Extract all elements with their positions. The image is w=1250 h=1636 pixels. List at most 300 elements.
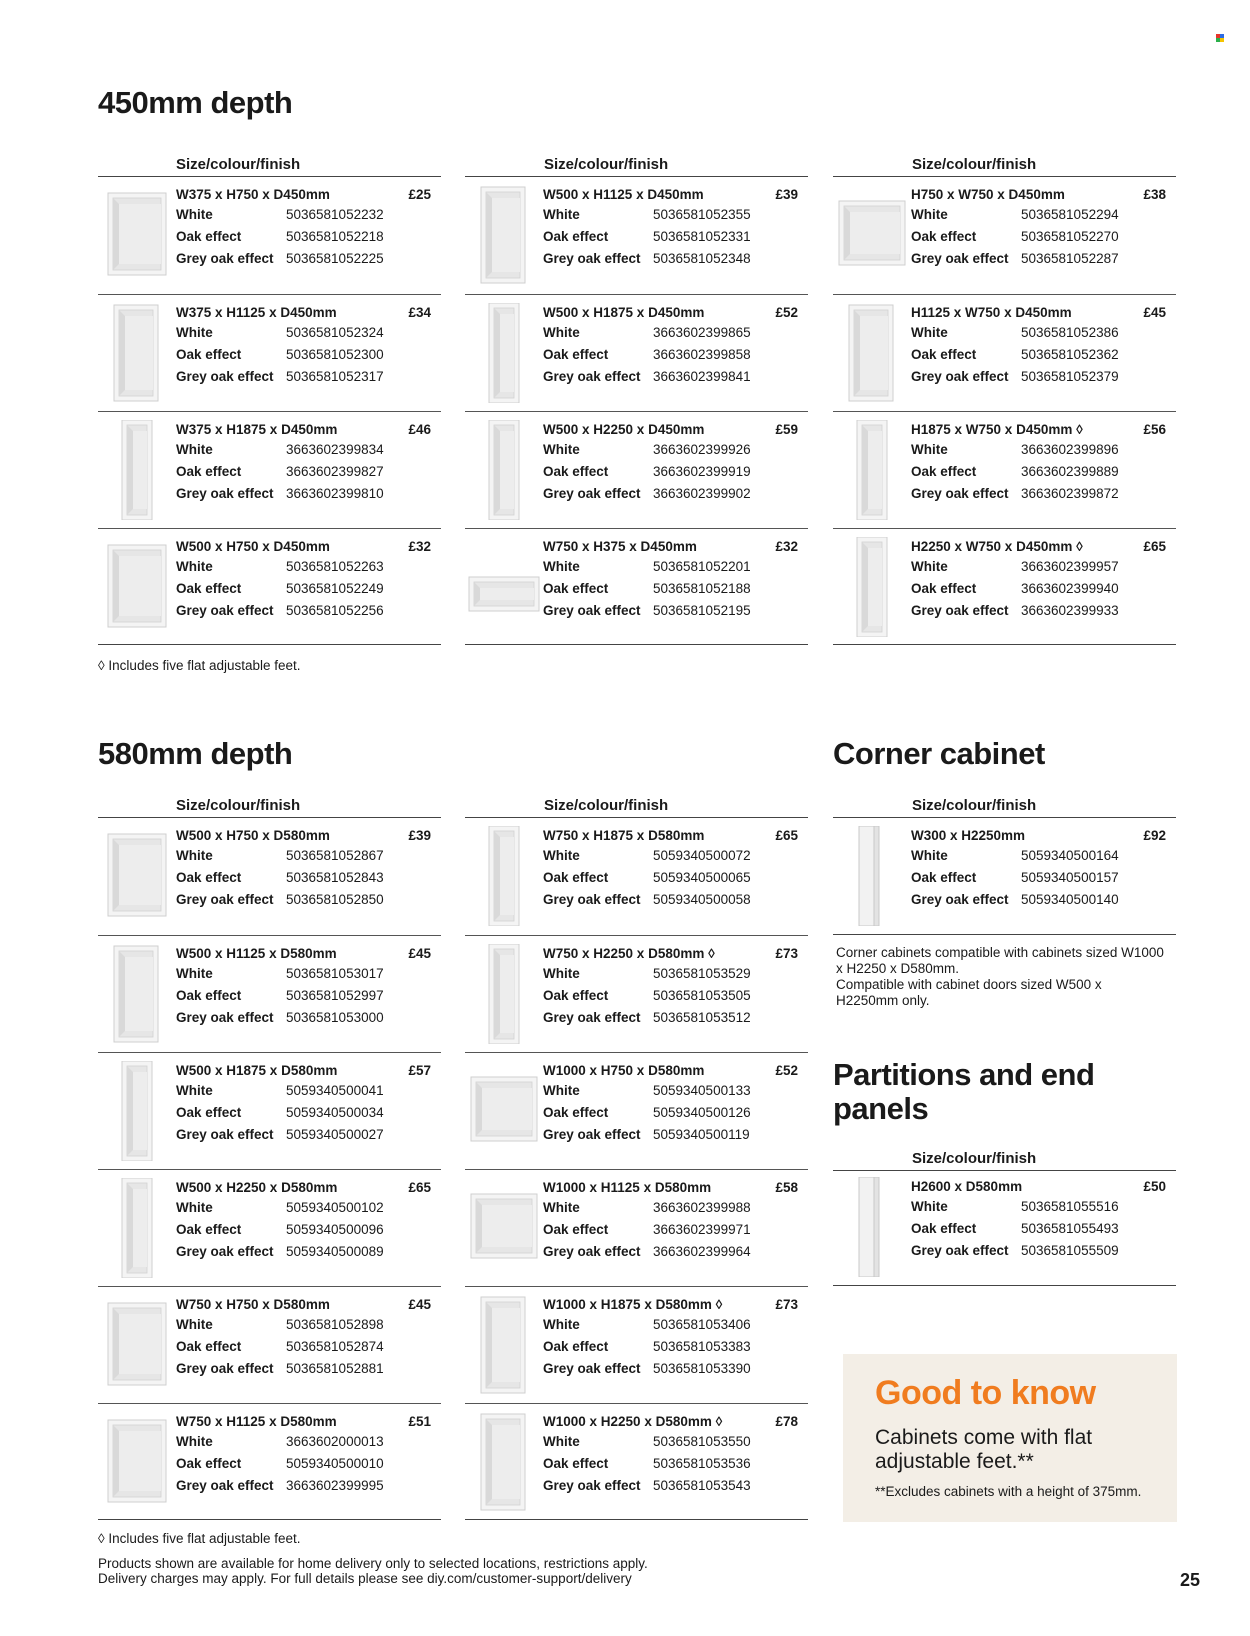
finish-row <box>176 439 441 460</box>
product-code: 5059340500072 <box>653 848 751 863</box>
finish-row <box>176 1007 441 1028</box>
product-price: £45 <box>408 1297 431 1312</box>
finish-row <box>911 578 1176 599</box>
product-size: W750 x H1125 x D580mm <box>176 1414 337 1429</box>
product-code: 5036581055509 <box>1021 1243 1119 1258</box>
product-code: 3663602399872 <box>1021 486 1119 501</box>
cabinet-illustration <box>98 303 176 403</box>
product-code: 3663602399933 <box>1021 603 1119 618</box>
finish-row <box>176 845 441 866</box>
finish-row <box>176 248 441 269</box>
finish-row <box>176 1336 441 1357</box>
product-code: 5036581053550 <box>653 1434 751 1449</box>
product-code: 5059340500119 <box>653 1127 750 1142</box>
finish-row <box>543 600 808 621</box>
product-info <box>543 1063 808 1145</box>
finish-name: Oak effect <box>911 464 977 479</box>
product-size: W500 x H1875 x D580mm <box>176 1063 338 1078</box>
product-price: £56 <box>1143 422 1166 437</box>
product-code: 3663602399834 <box>286 442 384 457</box>
finish-name: Oak effect <box>176 1105 242 1120</box>
corner-notes <box>836 945 1166 1009</box>
product-code: 5036581052850 <box>286 892 384 907</box>
product-size: W500 x H750 x D580mm <box>176 828 330 843</box>
finish-row <box>911 461 1176 482</box>
finish-row <box>543 322 808 343</box>
product-item <box>833 528 1176 645</box>
column-gap <box>441 1403 465 1520</box>
product-size: W750 x H750 x D580mm <box>176 1297 330 1312</box>
product-price: £46 <box>408 422 431 437</box>
product-item <box>98 818 441 935</box>
finish-name: Grey oak effect <box>543 1010 641 1025</box>
product-code: 5036581052195 <box>653 603 751 618</box>
finish-row <box>543 366 808 387</box>
product-code: 3663602399810 <box>286 486 384 501</box>
finish-name: Grey oak effect <box>911 892 1009 907</box>
product-code: 5036581052225 <box>286 251 384 266</box>
finish-name: Grey oak effect <box>176 1127 274 1142</box>
product-info <box>543 1297 808 1379</box>
finish-row <box>176 322 441 343</box>
product-info <box>911 828 1176 910</box>
column-gap <box>808 935 833 1052</box>
finish-name: Grey oak effect <box>176 1361 274 1376</box>
product-code: 5036581052331 <box>653 229 751 244</box>
product-size: W1000 x H1125 x D580mm <box>543 1180 712 1195</box>
cabinet-illustration <box>465 420 543 520</box>
product-info <box>911 1179 1176 1261</box>
cabinet-illustration <box>98 1178 176 1278</box>
finish-name: Oak effect <box>543 347 609 362</box>
product-code: 5036581053406 <box>653 1317 751 1332</box>
product-item <box>833 294 1176 411</box>
cabinet-illustration <box>833 537 911 637</box>
product-price: £58 <box>775 1180 798 1195</box>
finish-row <box>911 204 1176 225</box>
finish-name: Oak effect <box>176 347 242 362</box>
corner-note: Corner cabinets compatible with cabinets sized W1000 x H2250 x D580mm. <box>836 945 1164 976</box>
finish-name: Oak effect <box>176 988 242 1003</box>
finish-row <box>176 483 441 504</box>
cabinet-illustration <box>833 185 911 285</box>
product-code: 5036581052362 <box>1021 347 1119 362</box>
finish-name: White <box>911 559 948 574</box>
finish-name: Grey oak effect <box>543 1478 641 1493</box>
finish-name: White <box>176 442 213 457</box>
finish-row <box>543 985 808 1006</box>
finish-name: Oak effect <box>543 581 609 596</box>
finish-row <box>911 322 1176 343</box>
finish-name: White <box>911 848 948 863</box>
product-info <box>176 828 441 910</box>
finish-row <box>543 1475 808 1496</box>
product-size: W750 x H2250 x D580mm ◊ <box>543 946 715 961</box>
product-price: £59 <box>775 422 798 437</box>
product-code: 5036581052881 <box>286 1361 384 1376</box>
finish-row <box>543 889 808 910</box>
product-item <box>465 411 808 528</box>
finish-row <box>543 1197 808 1218</box>
product-price: £65 <box>408 1180 431 1195</box>
cabinet-illustration <box>465 1061 543 1161</box>
product-info <box>543 828 808 910</box>
column-gap <box>808 528 833 645</box>
cabinet-illustration <box>465 537 543 637</box>
page-number: 25 <box>1180 1570 1201 1590</box>
product-code: 5059340500096 <box>286 1222 384 1237</box>
finish-row <box>176 1358 441 1379</box>
good-to-know-title: Good to know <box>875 1374 1096 1412</box>
finish-row <box>911 556 1176 577</box>
finish-name: Grey oak effect <box>543 892 641 907</box>
product-size: W500 x H2250 x D450mm <box>543 422 705 437</box>
cabinet-illustration <box>465 944 543 1044</box>
product-item <box>465 1286 808 1403</box>
product-code: 5036581052379 <box>1021 369 1119 384</box>
finish-row <box>543 845 808 866</box>
cabinet-illustration <box>465 826 543 926</box>
finish-row <box>176 1314 441 1335</box>
product-code: 5036581052324 <box>286 325 384 340</box>
product-size: W375 x H1875 x D450mm <box>176 422 338 437</box>
finish-row <box>543 461 808 482</box>
finish-row <box>176 600 441 621</box>
product-item <box>98 294 441 411</box>
product-size: W1000 x H2250 x D580mm ◊ <box>543 1414 723 1429</box>
cabinet-illustration <box>465 185 543 285</box>
cabinet-illustration <box>465 303 543 403</box>
finish-name: Oak effect <box>176 229 242 244</box>
finish-row <box>176 1453 441 1474</box>
column-gap <box>808 1052 833 1169</box>
finish-name: Grey oak effect <box>176 486 274 501</box>
column-gap <box>808 1403 833 1520</box>
product-code: 5036581052898 <box>286 1317 384 1332</box>
finish-row <box>543 1219 808 1240</box>
finish-row <box>543 1431 808 1452</box>
product-info <box>543 305 808 387</box>
finish-row <box>543 963 808 984</box>
good-to-know-footnote: **Excludes cabinets with a height of 375mm. <box>875 1484 1142 1499</box>
product-info <box>543 946 808 1028</box>
footer-line: Delivery charges may apply. For full details please see diy.com/customer-support/delivery <box>98 1571 632 1586</box>
product-code: 5059340500041 <box>286 1083 384 1098</box>
finish-name: Oak effect <box>543 1222 609 1237</box>
product-size: W300 x H2250mm <box>911 828 1026 843</box>
product-price: £50 <box>1143 1179 1166 1194</box>
finish-row <box>543 867 808 888</box>
product-item <box>833 177 1176 294</box>
finish-name: White <box>176 1317 213 1332</box>
finish-name: Oak effect <box>911 581 977 596</box>
product-code: 5059340500034 <box>286 1105 384 1120</box>
product-size: W500 x H750 x D450mm <box>176 539 330 554</box>
product-price: £65 <box>775 828 798 843</box>
finish-name: Oak effect <box>176 581 242 596</box>
finish-row <box>176 226 441 247</box>
cabinet-illustration <box>98 826 176 926</box>
product-price: £73 <box>775 946 798 961</box>
cabinet-illustration <box>98 1061 176 1161</box>
cabinet-illustration <box>833 826 911 926</box>
product-item <box>98 1052 441 1169</box>
product-price: £39 <box>775 187 798 202</box>
column-gap <box>441 528 465 645</box>
finish-row <box>176 461 441 482</box>
product-code: 5036581052867 <box>286 848 384 863</box>
finish-name: White <box>911 207 948 222</box>
finish-name: Oak effect <box>911 347 977 362</box>
finish-name: Grey oak effect <box>543 1244 641 1259</box>
product-code: 5036581052843 <box>286 870 384 885</box>
finish-row <box>543 204 808 225</box>
product-price: £45 <box>1143 305 1166 320</box>
finish-name: White <box>543 559 580 574</box>
corner-note: Compatible with cabinet doors sized W500 x H2250mm only. <box>836 977 1102 1008</box>
finish-row <box>911 845 1176 866</box>
product-price: £52 <box>775 305 798 320</box>
product-code: 5059340500126 <box>653 1105 751 1120</box>
product-code: 3663602399971 <box>653 1222 751 1237</box>
finish-row <box>176 556 441 577</box>
product-code: 5036581053512 <box>653 1010 751 1025</box>
finish-row <box>911 366 1176 387</box>
finish-row <box>543 1453 808 1474</box>
product-item <box>465 1052 808 1169</box>
product-code: 3663602399902 <box>653 486 751 501</box>
product-info <box>176 1063 441 1145</box>
finish-name: White <box>543 325 580 340</box>
product-code: 5036581052317 <box>286 369 384 384</box>
cabinet-illustration <box>98 1295 176 1395</box>
finish-name: Grey oak effect <box>911 369 1009 384</box>
product-size: H2250 x W750 x D450mm ◊ <box>911 539 1083 554</box>
finish-row <box>176 1197 441 1218</box>
finish-row <box>543 344 808 365</box>
product-code: 3663602399827 <box>286 464 384 479</box>
finish-name: White <box>543 207 580 222</box>
product-info <box>176 539 441 621</box>
finish-row <box>543 1080 808 1101</box>
cabinet-illustration <box>833 1177 911 1277</box>
product-item <box>833 1169 1176 1286</box>
finish-name: Grey oak effect <box>176 1244 274 1259</box>
finish-name: Oak effect <box>543 229 609 244</box>
finish-name: Oak effect <box>911 1221 977 1236</box>
finish-row <box>911 889 1176 910</box>
product-info <box>543 1414 808 1496</box>
column-header: Size/colour/finish <box>176 797 301 814</box>
cabinet-illustration <box>98 944 176 1044</box>
product-item <box>98 1403 441 1520</box>
footer-line: Products shown are available for home delivery only to selected locations, restrictions apply. <box>98 1556 648 1571</box>
product-code: 5059340500133 <box>653 1083 751 1098</box>
product-info <box>176 187 441 269</box>
product-item <box>465 1403 808 1520</box>
finish-row <box>911 248 1176 269</box>
finish-name: White <box>543 1200 580 1215</box>
product-code: 3663602399964 <box>653 1244 751 1259</box>
finish-name: Grey oak effect <box>176 251 274 266</box>
finish-row <box>911 1218 1176 1239</box>
finish-row <box>911 226 1176 247</box>
product-item <box>98 177 441 294</box>
column-gap <box>808 818 833 935</box>
cabinet-illustration <box>833 420 911 520</box>
product-code: 5036581052386 <box>1021 325 1119 340</box>
product-code: 5036581052874 <box>286 1339 384 1354</box>
product-code: 5059340500140 <box>1021 892 1119 907</box>
finish-name: Oak effect <box>543 1456 609 1471</box>
finish-row <box>176 204 441 225</box>
product-item <box>833 818 1176 935</box>
finish-name: White <box>543 1083 580 1098</box>
finish-name: Oak effect <box>176 464 242 479</box>
product-size: H1875 x W750 x D450mm ◊ <box>911 422 1083 437</box>
product-price: £32 <box>408 539 431 554</box>
finish-row <box>543 1124 808 1145</box>
finish-row <box>543 1336 808 1357</box>
finish-name: Grey oak effect <box>911 486 1009 501</box>
product-item <box>465 935 808 1052</box>
column-gap <box>808 1286 833 1403</box>
finish-name: Oak effect <box>543 988 609 1003</box>
product-code: 3663602399858 <box>653 347 751 362</box>
product-price: £73 <box>775 1297 798 1312</box>
product-size: H750 x W750 x D450mm <box>911 187 1065 202</box>
product-info <box>176 422 441 504</box>
product-code: 5059340500065 <box>653 870 751 885</box>
product-code: 5036581055493 <box>1021 1221 1119 1236</box>
product-code: 3663602000013 <box>286 1434 384 1449</box>
product-item <box>465 818 808 935</box>
column-gap <box>808 294 833 411</box>
column-header: Size/colour/finish <box>912 156 1037 173</box>
finish-name: Oak effect <box>911 229 977 244</box>
product-code: 3663602399988 <box>653 1200 751 1215</box>
product-info <box>911 187 1176 269</box>
heading-450mm: 450mm depth <box>98 85 293 120</box>
good-to-know-panel <box>843 1354 1177 1522</box>
finish-row <box>543 248 808 269</box>
finish-name: White <box>543 848 580 863</box>
product-info <box>543 539 808 621</box>
product-item <box>465 294 808 411</box>
finish-row <box>911 1196 1176 1217</box>
corner-mark-icon <box>1216 34 1224 42</box>
column-gap <box>808 1169 833 1286</box>
product-code: 3663602399841 <box>653 369 751 384</box>
column-gap <box>441 411 465 528</box>
product-size: W1000 x H750 x D580mm <box>543 1063 705 1078</box>
finish-row <box>176 1431 441 1452</box>
product-price: £51 <box>408 1414 431 1429</box>
product-code: 5036581052218 <box>286 229 384 244</box>
finish-name: Grey oak effect <box>543 251 641 266</box>
product-price: £34 <box>408 305 431 320</box>
finish-row <box>176 578 441 599</box>
good-to-know-body: Cabinets come with flat adjustable feet.** <box>875 1426 1093 1473</box>
finish-name: White <box>176 325 213 340</box>
finish-row <box>543 439 808 460</box>
finish-name: Grey oak effect <box>911 603 1009 618</box>
product-price: £25 <box>408 187 431 202</box>
finish-name: Grey oak effect <box>543 1361 641 1376</box>
finish-name: Oak effect <box>176 870 242 885</box>
finish-name: Oak effect <box>543 464 609 479</box>
product-code: 5036581052256 <box>286 603 384 618</box>
finish-name: White <box>543 1434 580 1449</box>
finish-row <box>176 344 441 365</box>
product-size: W500 x H1125 x D450mm <box>543 187 704 202</box>
product-price: £57 <box>408 1063 431 1078</box>
column-gap <box>808 177 833 294</box>
finish-name: Oak effect <box>176 1222 242 1237</box>
column-gap <box>441 1286 465 1403</box>
product-item <box>465 528 808 645</box>
product-code: 3663602399865 <box>653 325 751 340</box>
product-info <box>176 1297 441 1379</box>
finish-row <box>176 366 441 387</box>
finish-name: Oak effect <box>543 870 609 885</box>
finish-row <box>911 600 1176 621</box>
product-size: W500 x H1125 x D580mm <box>176 946 337 961</box>
product-item <box>98 528 441 645</box>
product-code: 3663602399995 <box>286 1478 384 1493</box>
cabinet-illustration <box>98 185 176 285</box>
finish-name: Oak effect <box>176 1339 242 1354</box>
finish-row <box>911 439 1176 460</box>
finish-row <box>176 963 441 984</box>
product-info <box>176 1180 441 1262</box>
product-code: 3663602399926 <box>653 442 751 457</box>
feet-note: ◊ Includes five flat adjustable feet. <box>98 1531 301 1546</box>
product-info <box>176 305 441 387</box>
product-size: H2600 x D580mm <box>911 1179 1023 1194</box>
product-info <box>543 422 808 504</box>
product-size: W750 x H375 x D450mm <box>543 539 697 554</box>
product-code: 5036581053000 <box>286 1010 384 1025</box>
finish-row <box>543 1314 808 1335</box>
product-item <box>98 1286 441 1403</box>
finish-name: White <box>176 848 213 863</box>
finish-name: Oak effect <box>176 1456 242 1471</box>
product-code: 5036581053390 <box>653 1361 751 1376</box>
finish-row <box>176 867 441 888</box>
product-code: 5059340500089 <box>286 1244 384 1259</box>
product-code: 5036581052997 <box>286 988 384 1003</box>
column-header: Size/colour/finish <box>912 1150 1037 1167</box>
finish-row <box>911 867 1176 888</box>
product-info <box>911 422 1176 504</box>
product-code: 3663602399919 <box>653 464 751 479</box>
product-code: 5036581052188 <box>653 581 751 596</box>
product-code: 5036581053017 <box>286 966 384 981</box>
finish-row <box>176 1124 441 1145</box>
product-code: 5036581052300 <box>286 347 384 362</box>
product-price: £52 <box>775 1063 798 1078</box>
product-item <box>98 411 441 528</box>
product-code: 5036581052249 <box>286 581 384 596</box>
cabinet-illustration <box>98 1412 176 1512</box>
finish-name: Oak effect <box>543 1105 609 1120</box>
finish-row <box>176 1241 441 1262</box>
product-item <box>98 935 441 1052</box>
product-price: £65 <box>1143 539 1166 554</box>
finish-name: White <box>911 325 948 340</box>
finish-name: Grey oak effect <box>911 1243 1009 1258</box>
